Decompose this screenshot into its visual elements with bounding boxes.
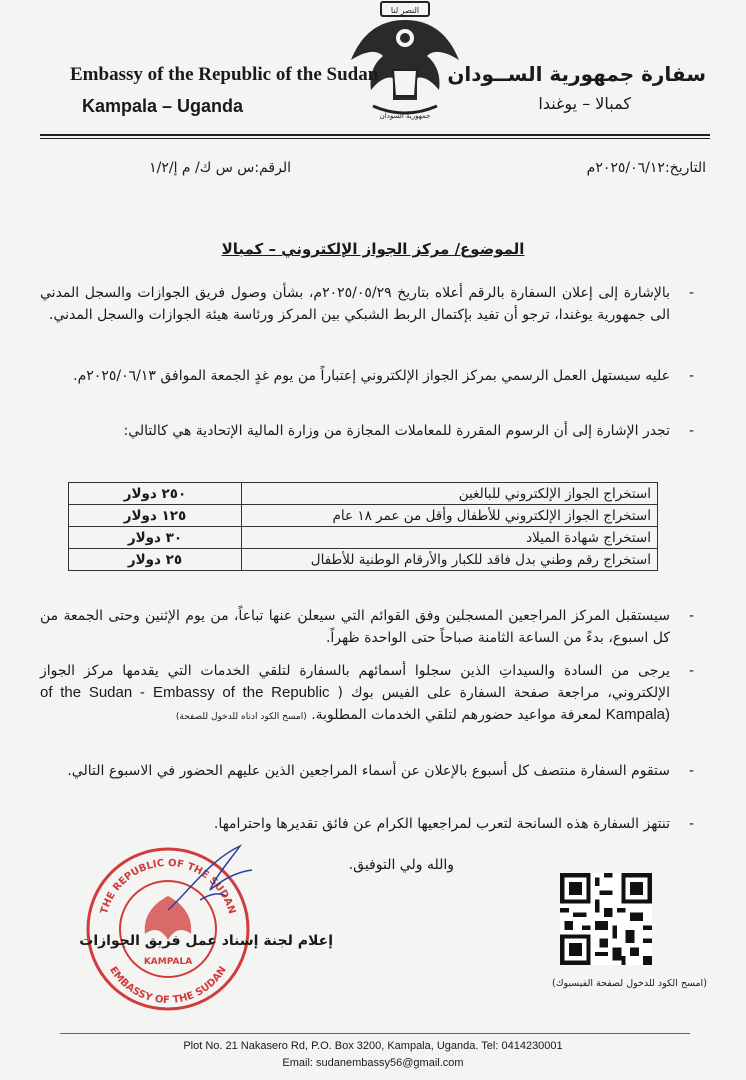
stamp-city: KAMPALA: [143, 957, 193, 967]
header-divider-thin: [40, 138, 710, 139]
table-row: [69, 483, 658, 505]
facebook-page-name-a: Embassy of the Republic: [152, 684, 330, 701]
paragraph-5-text-b: لمعرفة مواعيد حضورهم لتلقي الخدمات المطلوبة.: [311, 707, 602, 723]
header-english-location: Kampala – Uganda: [82, 96, 244, 116]
fee-price: ٢٥٠ دولار: [69, 483, 242, 505]
signatory-title: إعلام لجنة إسناد عمل فريق الجوازات: [79, 933, 333, 949]
paragraph-2: - عليه سيستهل العمل الرسمي بمركز الجواز الإلكتروني إعتباراً من يوم غدٍ الجمعة الموافق ٢٠٢٥/٠٦/١٣م.: [73, 368, 694, 384]
paragraph-7-text: تنتهز السفارة هذه السانحة لتعرب لمراجعيها الكرام عن فائق تقديرها واحترامها.: [213, 816, 670, 832]
footer-divider: [60, 1033, 690, 1034]
emblem-caption: جمهورية السودان: [379, 112, 431, 120]
fees-table: [68, 482, 658, 571]
table-row: [69, 505, 658, 527]
paragraph-4-text: سيستقبل المركز المراجعين المسجلين وفق القوائم التي سيعلن عنها تباعاً، من يوم الإثنين وحتى الجمعة من كل اسبوع، بدءً من الساعة الثامنة صباحاً حتى الواحدة ظهراً.: [40, 608, 670, 646]
footer-email: Email: sudanembassy56@gmail.com: [282, 1057, 464, 1069]
fee-service: استخراج الجواز الإلكتروني للبالغين: [242, 483, 658, 505]
paragraph-1-text: بالإشارة إلى إعلان السفارة بالرقم أعلاه بتاريخ ٢٠٢٥/٠٥/٢٩م، بشأن وصول فريق الجوازات والسجل المدني الى جمهورية يوغندا، ترجو أن تفيد بإكتمال الربط الشبكي بين المركز ورئاسة هيئة الجوازات والسجل المدني.: [40, 285, 670, 323]
facebook-page-name-b: of the Sudan - Kampala): [40, 684, 670, 723]
fee-price: ١٢٥ دولار: [69, 505, 242, 527]
table-row: [69, 549, 658, 571]
paragraph-7: - تنتهز السفارة هذه السانحة لتعرب لمراجعيها الكرام عن فائق تقديرها واحترامها.: [213, 816, 694, 832]
document-subject: الموضوع/ مركز الجواز الإلكتروني – كمبالا: [221, 240, 525, 258]
header-divider: [40, 134, 710, 136]
paragraph-4: - سيستقبل المركز المراجعين المسجلين وفق القوائم التي سيعلن عنها تباعاً، من يوم الإثنين وحتى الجمعة من كل اسبوع، بدءً من الساعة الثامنة صباحاً حتى الواحدة ظهراً.: [40, 608, 694, 646]
stamp-top-text: THE REPUBLIC OF THE SUDAN: [98, 857, 238, 916]
qr-scan-note: (امسح الكود ادناه للدخول للصفحة): [175, 712, 307, 722]
qr-caption: (امسح الكود للدخول لصفحة الفيسبوك): [552, 978, 707, 989]
document-date: التاريخ:٢٠٢٥/٠٦/١٢م: [586, 160, 706, 176]
paragraph-1: - بالإشارة إلى إعلان السفارة بالرقم أعلاه بتاريخ ٢٠٢٥/٠٥/٢٩م، بشأن وصول فريق الجوازات والسجل المدني الى جمهورية يوغندا، ترجو أن تفيد بإكتمال الربط الشبكي بين المركز ورئاسة هيئة الجوازات والسجل المدني.: [40, 285, 694, 323]
fee-service: استخراج شهادة الميلاد: [242, 527, 658, 549]
header-english-title: Embassy of the Republic of the Sudan: [70, 64, 379, 85]
table-row: [69, 527, 658, 549]
paragraph-2-text: عليه سيستهل العمل الرسمي بمركز الجواز الإلكتروني إعتباراً من يوم غدٍ الجمعة الموافق ٢٠٢٥/٠٦/١٣م.: [73, 368, 670, 384]
signature-icon: [160, 840, 260, 920]
svg-text:EMBASSY OF THE SUDAN: [107, 965, 229, 1006]
paragraph-6-text: ستقوم السفارة منتصف كل أسبوع بالإعلان عن أسماء المراجعين الذين عليهم الحضور في الاسبوع التالي.: [67, 763, 670, 779]
reference-number: الرقم:س س ك/ م إ/١/٢: [149, 160, 291, 176]
paragraph-5-text-a: يرجى من السادة والسيداتِ الذين سجلوا أسمائهم بالسفارة لتلقي الخدمات التي يقدمها مركز الجواز الإلكتروني، مراجعة صفحة السفارة على الفيس بوك (: [40, 663, 671, 701]
fee-price: ٣٠ دولار: [69, 527, 242, 549]
qr-code-icon: [560, 873, 652, 965]
paragraph-5: - يرجى من السادة والسيداتِ الذين سجلوا أسمائهم بالسفارة لتلقي الخدمات التي يقدمها مركز الجواز الإلكتروني، مراجعة صفحة السفارة على الفيس بوك ( Embassy of the Republic of the Sudan - Kampala) لمعرفة مواعيد حضورهم لتلقي الخدمات المطلوبة. (امسح الكود ادناه للدخول للصفحة): [40, 663, 694, 723]
emblem-banner: النصر لنا: [390, 6, 420, 15]
fee-service: استخراج الجواز الإلكتروني للأطفال وأقل من عمر ١٨ عام: [242, 505, 658, 527]
fee-service: استخراج رقم وطني بدل فاقد للكبار والأرقام الوطنية للأطفال: [242, 549, 658, 571]
footer-address: Plot No. 21 Nakasero Rd, P.O. Box 3200, Kampala, Uganda. Tel: 0414230001: [183, 1040, 563, 1052]
fee-price: ٢٥ دولار: [69, 549, 242, 571]
paragraph-3-text: تجدر الإشارة إلى أن الرسوم المقررة للمعاملات المجازة من وزارة المالية الإتحادية هي كالتالي:: [123, 423, 670, 439]
stamp-bottom-text: EMBASSY OF THE SUDAN: [107, 964, 229, 1007]
closing-phrase: والله ولي التوفيق.: [348, 857, 454, 873]
paragraph-3: - تجدر الإشارة إلى أن الرسوم المقررة للمعاملات المجازة من وزارة المالية الإتحادية هي كالتالي:: [123, 423, 694, 439]
header-arabic-location: كمبالا – يوغندا: [538, 94, 631, 113]
header-arabic-title: سفارة جمهورية الســودان: [447, 62, 706, 86]
paragraph-6: - ستقوم السفارة منتصف كل أسبوع بالإعلان عن أسماء المراجعين الذين عليهم الحضور في الاسبوع التالي.: [67, 763, 694, 779]
